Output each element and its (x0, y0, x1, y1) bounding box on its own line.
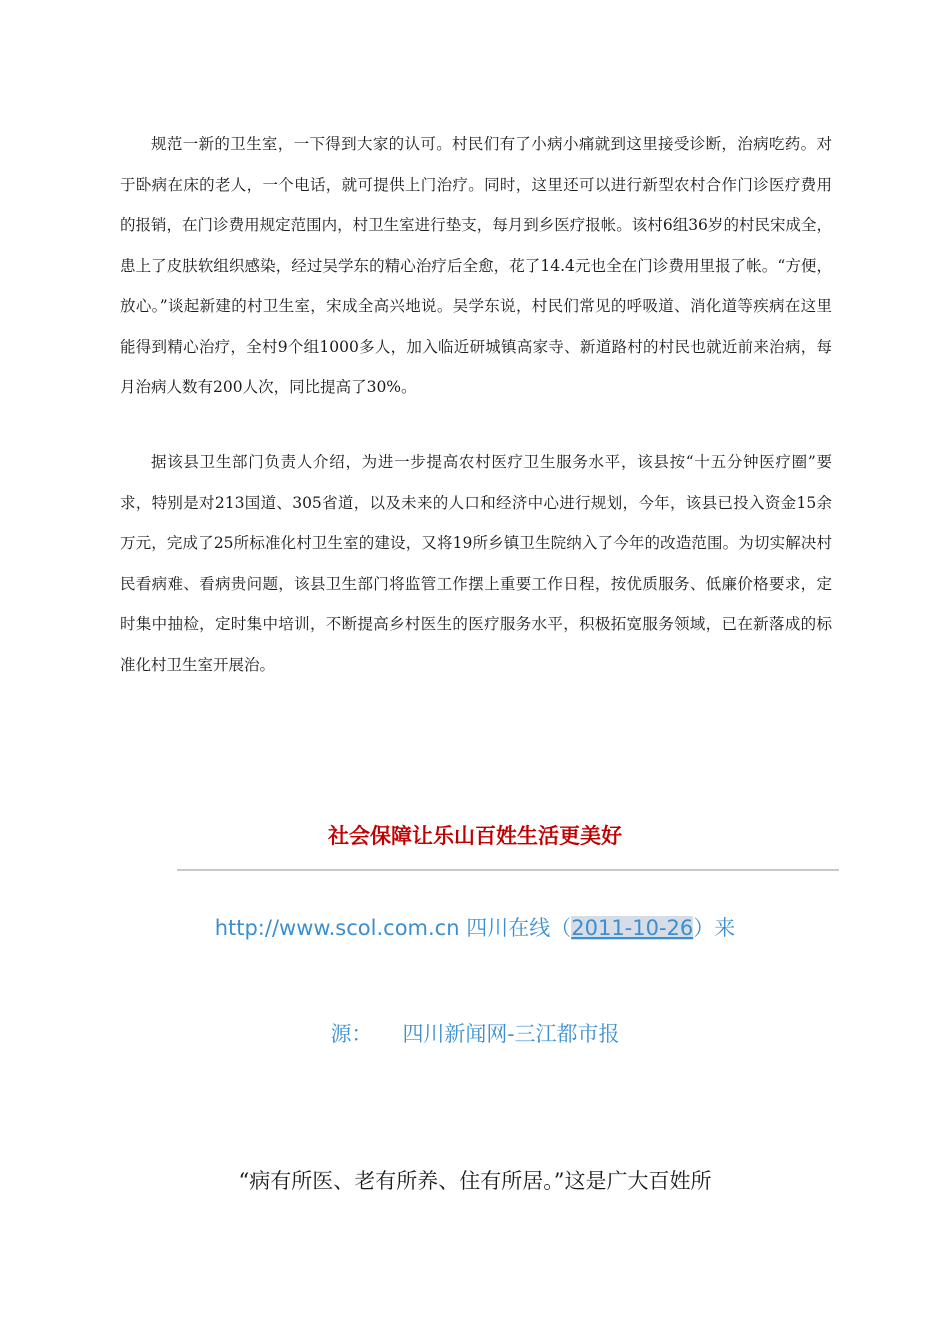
title-divider (177, 869, 839, 871)
source-open-paren: （ (550, 916, 572, 940)
source-outlet-line (0, 1018, 950, 1048)
article-intro: “病有所医、老有所养、住有所居。”这是广大百姓所 (238, 1169, 712, 1193)
source-site-name: 四川在线 (466, 916, 551, 940)
source-lai: 来 (714, 916, 736, 940)
source-outlet: 四川新闻网-三江都市报 (402, 1022, 620, 1046)
publish-date: 2011-10-26 (571, 916, 694, 940)
source-yuan-label: 源： (330, 1022, 373, 1046)
article-paragraph-1: 规范一新的卫生室，一下得到大家的认可。村民们有了小病小痛就到这里接受诊断，治病吃药。对于卧病在床的老人，一个电话，就可提供上门治疗。同时，这里还可以进行新型农村合作门诊医疗费用的报销，在门诊费用规定范围内，村卫生室进行垫支，每月到乡医疗报帐。该村6组36岁的村民宋成全，患上了皮肤软组织感染，经过吴学东的精心治疗后全愈，花了14.4元也全在门诊费用里报了帐。“方便，放心。”谈起新建的村卫生室，宋成全高兴地说。吴学东说，村民们常见的呼吸道、消化道等疾病在这里能得到精心治疗，全村9个组1000多人，加入临近研城镇高家寺、新道路村的村民也就近前来治病，每月治病人数有200人次，同比提高了30%。 (120, 135, 832, 396)
source-url-link[interactable]: http://www.scol.com.cn (214, 916, 460, 940)
source-close-paren: ） (693, 916, 715, 940)
source-line (0, 912, 950, 942)
article-paragraph-2: 据该县卫生部门负责人介绍，为进一步提高农村医疗卫生服务水平，该县按“十五分钟医疗圈”要求，特别是对213国道、305省道，以及未来的人口和经济中心进行规划，今年，该县已投入资金15余万元，完成了25所标准化村卫生室的建设，又将19所乡镇卫生院纳入了今年的改造范围。为切实解决村民看病难、看病贵问题，该县卫生部门将监管工作摆上重要工作日程，按优质服务、低廉价格要求，定时集中抽检，定时集中培训，不断提高乡村医生的医疗服务水平，积极拓宽服务领域，已在新落成的标准化村卫生室开展治。 (120, 453, 832, 674)
article-title: 社会保障让乐山百姓生活更美好 (328, 823, 622, 848)
